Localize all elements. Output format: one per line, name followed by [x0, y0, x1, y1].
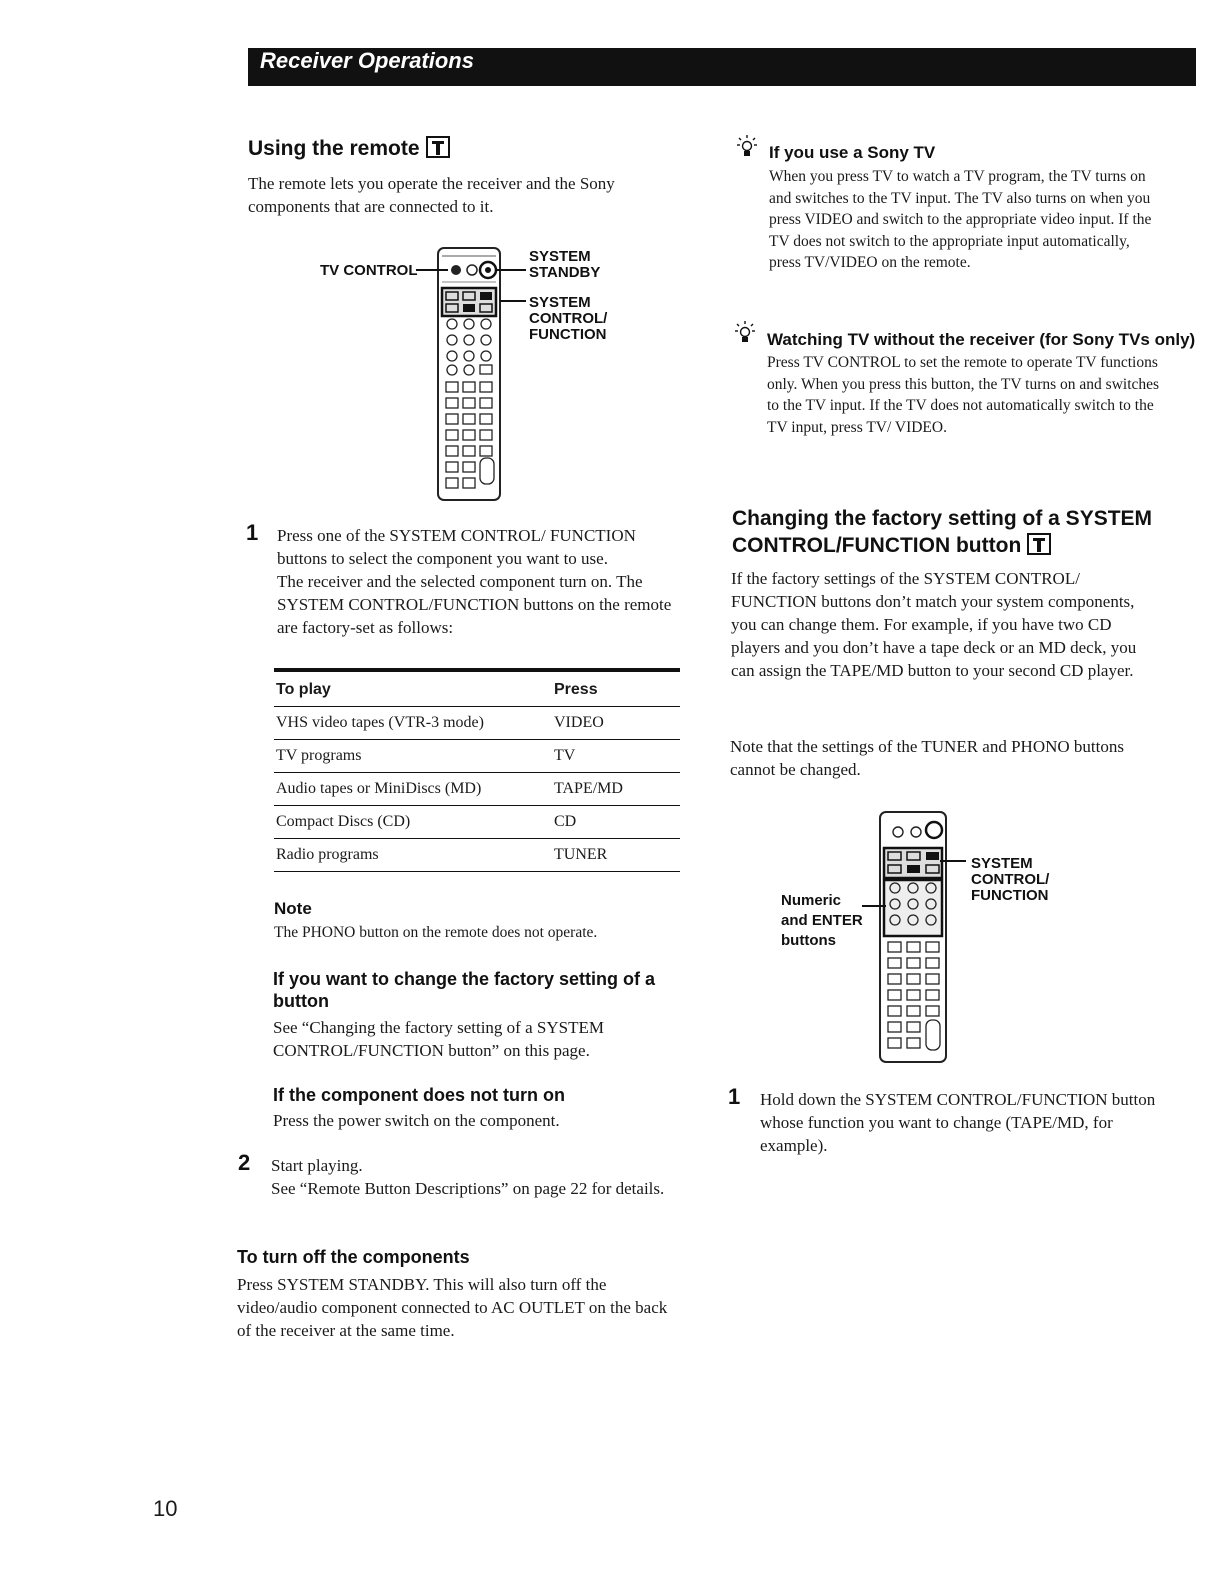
remote-illustration-bottom — [878, 810, 948, 1064]
page-number: 10 — [153, 1496, 178, 1521]
table-row — [274, 707, 680, 740]
not-turn-on-heading: If the component does not turn on — [273, 1085, 565, 1105]
tip-1-text: When you press TV to watch a TV program, the TV turns on and switches to the TV input. The TV also turns on when you press VIDEO and switch to the appropriate video input. If the TV does not switch to the appropriate input automatically, press TV/VIDEO on the remote. — [769, 168, 1152, 271]
tip-1-heading: If you use a Sony TV — [769, 143, 936, 162]
step-2-number: 2 — [238, 1150, 251, 1175]
right-step-1-text: Hold down the SYSTEM CONTROL/FUNCTION button whose function you want to change (TAPE/MD, for example). — [760, 1090, 1156, 1155]
tip-2-text: Press TV CONTROL to set the remote to operate TV functions only. When you press this button, the TV turns on and switches to the TV input. If the TV does not automatically switch to the TV input, press TV/ VIDEO. — [767, 354, 1160, 436]
system-standby-label-line1: SYSTEM — [529, 248, 591, 265]
table-cell: TV — [552, 740, 680, 773]
numeric-label-line1: Numeric — [781, 892, 842, 909]
tv-control-label: TV CONTROL — [320, 262, 418, 279]
system-control-label-2-line1: SYSTEM — [971, 855, 1033, 872]
remote-icon — [1027, 533, 1051, 555]
remote-control-icon-2 — [878, 810, 948, 1064]
factory-settings-table — [274, 668, 680, 872]
change-setting-text: See “Changing the factory setting of a SYSTEM CONTROL/FUNCTION button” on this page. — [273, 1018, 604, 1060]
turn-off-text: Press SYSTEM STANDBY. This will also turn off the video/audio component connected to AC OUTLET on the back of the receiver at the same time. — [237, 1275, 668, 1340]
system-control-label-line3: FUNCTION — [529, 326, 607, 343]
note-heading: Note — [274, 899, 312, 918]
changing-para-2: Note that the settings of the TUNER and PHONO buttons cannot be changed. — [730, 737, 1124, 779]
numeric-pointer-line — [862, 905, 886, 907]
table-row — [274, 806, 680, 839]
system-control-pointer-line — [500, 300, 526, 302]
table-row — [274, 773, 680, 806]
table-cell: TV programs — [274, 740, 552, 773]
section-header-title: Receiver Operations — [260, 48, 474, 73]
system-control-function-label — [529, 295, 607, 343]
table-cell: VIDEO — [552, 707, 680, 740]
table-cell: Radio programs — [274, 839, 552, 872]
system-standby-label — [529, 249, 600, 281]
note-text: The PHONO button on the remote does not operate. — [274, 924, 598, 941]
system-control-pointer-line-2 — [940, 860, 966, 862]
remote-control-icon — [436, 246, 502, 502]
changing-heading-line2-wrap — [732, 532, 1192, 559]
system-control-label-2-line2: CONTROL/ — [971, 871, 1050, 888]
changing-heading-line2: CONTROL/FUNCTION button — [732, 534, 1022, 557]
remote-illustration-top — [436, 246, 502, 502]
tip-2-bulb-icon — [734, 320, 756, 349]
table-cell: TAPE/MD — [552, 773, 680, 806]
using-remote-title: Using the remote — [248, 137, 420, 160]
step-1-number: 1 — [246, 520, 259, 545]
system-control-label-line1: SYSTEM — [529, 294, 591, 311]
system-control-function-label-2 — [971, 856, 1049, 904]
table-cell: CD — [552, 806, 680, 839]
table-row — [274, 740, 680, 773]
using-remote-heading — [248, 135, 450, 163]
changing-heading — [732, 505, 1192, 559]
numeric-enter-label — [781, 891, 863, 951]
table-row — [274, 839, 680, 872]
step-2-text-a: Start playing. — [271, 1156, 363, 1175]
table-cell: TUNER — [552, 839, 680, 872]
changing-heading-line1: Changing the factory setting of a SYSTEM — [732, 507, 1153, 530]
numeric-label-line2: and ENTER — [781, 912, 863, 929]
remote-icon — [426, 136, 450, 158]
table-cell: VHS video tapes (VTR-3 mode) — [274, 707, 552, 740]
table-cell: Compact Discs (CD) — [274, 806, 552, 839]
table-header-to-play: To play — [274, 670, 552, 707]
tip-2-heading: Watching TV without the receiver (for Sony TVs only) — [767, 330, 1196, 349]
step-1-text — [277, 524, 681, 639]
right-step-1-number: 1 — [728, 1084, 741, 1109]
change-setting-heading: If you want to change the factory setting of a button — [273, 969, 656, 1011]
table-header-press: Press — [552, 670, 680, 707]
tip-1-bulb-icon — [736, 134, 758, 163]
turn-off-heading: To turn off the components — [237, 1247, 470, 1267]
step-2-text-b: See “Remote Button Descriptions” on page 22 for details. — [271, 1179, 665, 1198]
using-remote-intro: The remote lets you operate the receiver and the Sony components that are connected to it. — [248, 174, 615, 216]
system-standby-pointer-line — [496, 269, 526, 271]
table-cell: Audio tapes or MiniDiscs (MD) — [274, 773, 552, 806]
system-control-label-line2: CONTROL/ — [529, 310, 608, 327]
step-2-text — [271, 1154, 671, 1200]
step-1-text-a: Press one of the SYSTEM CONTROL/ FUNCTION buttons to select the component you want to use. — [277, 526, 636, 568]
system-control-label-2-line3: FUNCTION — [971, 887, 1049, 904]
not-turn-on-text: Press the power switch on the component. — [273, 1111, 560, 1130]
changing-para-1: If the factory settings of the SYSTEM CONTROL/ FUNCTION buttons don’t match your system components, you can change them. For example, if you have two CD players and you don’t have a tape deck or an MD deck, you can assign the TAPE/MD button to your second CD player. — [731, 569, 1137, 680]
numeric-label-line3: buttons — [781, 932, 836, 949]
step-1-text-b: The receiver and the selected component turn on. The SYSTEM CONTROL/FUNCTION buttons on the remote are factory-set as follows: — [277, 572, 672, 637]
tv-control-pointer-line — [416, 269, 448, 271]
table-header-row — [274, 670, 680, 707]
system-standby-label-line2: STANDBY — [529, 264, 601, 281]
